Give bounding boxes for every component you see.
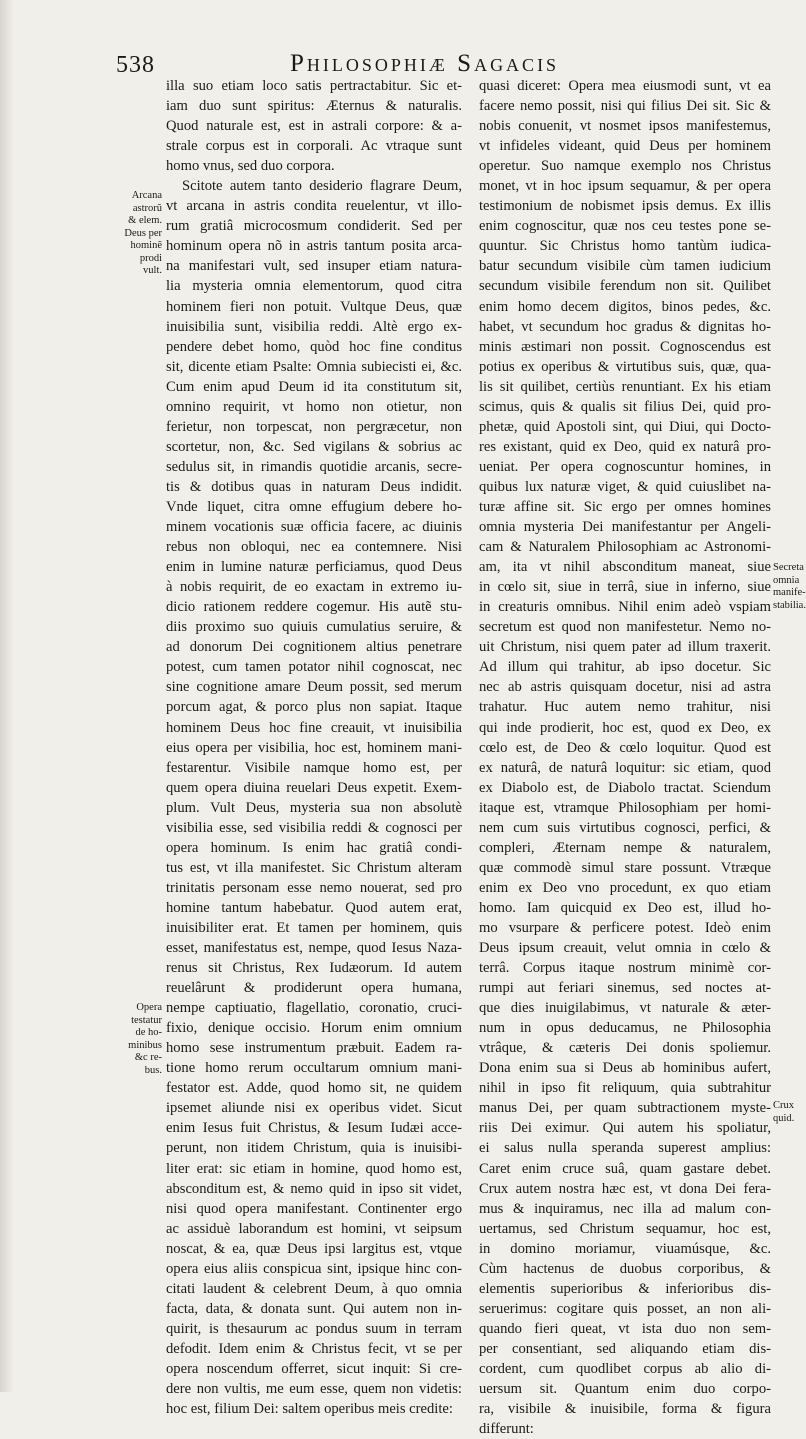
text-line: Deus ipsum creauit, velut omnia in cœlo &	[479, 940, 771, 957]
text-line: sit, dicente etiam Psalte: Omnia subiecisti ei, &c.	[166, 358, 462, 375]
text-line: trinitatis personam esse nemo nouerat, sed pro	[166, 879, 462, 896]
text-line: Cum enim apud Deum id ita constitutum sit,	[166, 378, 462, 395]
text-line: riis Dei eximur. Qui autem his spoliatur,	[479, 1120, 771, 1137]
text-line: quando fieri queat, vt ista duo non sem-	[479, 1320, 771, 1337]
text-line: pendere debet homo, quòd hoc fine conditus	[166, 338, 462, 355]
text-line: plum. Vult Deus, mysteria sua non absolutè	[166, 799, 462, 816]
text-line: nem cum suis virtutibus cognosci, perfici, &	[479, 819, 771, 836]
text-line: quibus lux naturæ viget, & quid cuiuslibet na-	[479, 478, 771, 495]
text-line: sine cognitione amare Deum possit, sed merum	[166, 679, 462, 696]
text-line: phetæ, quid Apostoli sint, qui Diui, qui Docto-	[479, 418, 771, 435]
text-line: homo sese instrumentum præbuit. Eadem ra-	[166, 1040, 462, 1057]
text-line: cam & Naturalem Philosophiam ac Astronomi-	[479, 539, 771, 556]
text-line: uit Christum, nisi quem pater ad illum traxerit.	[479, 639, 771, 656]
text-line: nisi quod opera manifestant. Continenter ergo	[166, 1200, 462, 1217]
text-line: nec ab astris quisquam docetur, nisi ad astra	[479, 679, 771, 696]
text-line: opera hominum. Is enim hac gratiâ condi-	[166, 839, 462, 856]
text-line: testimonium de nobismet ipsis demus. Ex illis	[479, 198, 771, 215]
margin-note-line: bus.	[144, 1064, 162, 1076]
margin-note-line: omnia	[773, 574, 800, 586]
text-line: renus sit Christus, Rex Iudæorum. Id autem	[166, 960, 462, 977]
margin-note-line: prodi	[139, 252, 162, 264]
text-line: liter erat: sic etiam in homine, quod homo est,	[166, 1160, 462, 1177]
text-line: terrâ. Corpus itaque nostrum minimè cor-	[479, 960, 771, 977]
text-line: homine tantum habebatur. Quod autem erat,	[166, 899, 462, 916]
page-gutter-shadow	[0, 0, 14, 1392]
text-line: homo vnus, sed duo corpora.	[166, 158, 335, 175]
margin-note-arcana	[106, 190, 162, 278]
text-line: rebus non obloqui, nec ea contemnere. Nisi	[166, 539, 462, 556]
text-line: iam duo sunt spiritus: Æternus & naturalis.	[166, 98, 462, 115]
text-line: inuisibiliter erat. Et tamen per hominem, quis	[166, 919, 462, 936]
text-line: batur secundum visibile cùm tamen iudicium	[479, 258, 771, 275]
text-line: reuelârunt & prodiderunt opera humana,	[166, 980, 462, 997]
margin-note-line: & elem.	[128, 215, 162, 226]
text-line: elementis superioribus & inferioribus dis-	[479, 1280, 771, 1297]
text-line: in creaturis omnibus. Nihil enim adeò vspiam	[479, 599, 771, 616]
text-line: diis proximo suo quiuis cumulatius seruire, &	[166, 619, 462, 636]
margin-note-line: minibus	[128, 1039, 162, 1051]
text-line: potius ex operibus & virtutibus suis, quæ, qua-	[479, 358, 771, 375]
text-line: perunt, non itidem Christum, quia is inuisibi-	[166, 1140, 462, 1157]
text-line: habet, vt secundum hoc gradus & dignitas ho-	[479, 318, 771, 335]
text-line: Cùm hactenus de duobus corporibus, &	[479, 1260, 771, 1277]
text-line: ex Diabolo est, de Diabolo tractat. Sciendum	[479, 779, 771, 796]
text-line: festator est. Adde, quod homo sit, ne quidem	[166, 1080, 462, 1097]
text-line: citati laudent & celebrent Deum, à quo omnia	[166, 1280, 462, 1297]
text-line: differunt:	[479, 1421, 534, 1438]
text-line: enim in lumine naturæ perficiamus, quod Deus	[166, 559, 462, 576]
text-line: visibilia esse, sed visibilia reddi & cognosci per	[166, 819, 462, 836]
text-line: itaque est, vtramque Philosophiam per homi-	[479, 799, 771, 816]
text-line: in cœlo sit, siue in terrâ, siue in inferno, siue	[479, 579, 771, 596]
text-line: lia mysteria omnia elementorum, quod citra	[166, 278, 462, 295]
text-line: minis æstimari non possit. Cognoscendus est	[479, 338, 771, 355]
text-line: Caret enim cruce suâ, quam gastare debet.	[479, 1160, 771, 1177]
text-line: hominem Deus hoc fine creauit, vt inuisibilia	[166, 719, 462, 736]
text-line: hominum opera nõ in astris tantum posita arca-	[166, 238, 462, 255]
margin-note-line: Secreta	[773, 562, 804, 573]
text-line: homo. Iam quicquid ex Deo est, illud ho-	[479, 899, 771, 916]
text-line: Vnde liquet, citra omne effugium debere ho-	[166, 498, 462, 515]
text-line: quuntur. Sic Christus homo tantùm iudica-	[479, 238, 771, 255]
text-line: ad donorum Dei cognitionem altius penetrare	[166, 639, 462, 656]
margin-note-line: vult.	[143, 265, 162, 276]
text-line: ferietur, non torpescat, non pergræcetur, non	[166, 418, 462, 435]
margin-note-opera	[106, 1002, 162, 1077]
text-line: defodit. Idem enim & Christus fecit, vt se per	[166, 1340, 462, 1357]
margin-note-line: &c re-	[134, 1052, 162, 1063]
text-line: vt arcana in astris condita reuelentur, vt illo-	[166, 198, 462, 215]
text-line: seruerimus: cogitare quis posset, an non ali-	[479, 1300, 771, 1317]
text-line: absconditum est, & nemo quid in ipso sit videt,	[166, 1180, 462, 1197]
text-line: num in opus deducamus, ne Philosophia	[479, 1020, 771, 1037]
text-line: nihil in ipso fit reliquum, quia subtrahitur	[479, 1080, 771, 1097]
margin-note-line: quid.	[773, 1112, 795, 1124]
margin-note-line: de ho-	[135, 1027, 162, 1038]
text-line: per consentiant, sed aliquando etiam dis-	[479, 1340, 771, 1357]
text-line: hominem fieri non potuit. Vultque Deus, quæ	[166, 298, 462, 315]
text-line: rumpi aut feriari sinemus, sed noctes at-	[479, 980, 771, 997]
text-line: festarentur. Visibile namque homo est, per	[166, 759, 462, 776]
text-line: res existant, quid ex Deo, quid ex naturâ pro-	[479, 438, 771, 455]
text-line: omnino requirit, vt homo non otietur, non	[166, 398, 462, 415]
text-line: quasi diceret: Opera mea eiusmodi sunt, vt ea	[479, 78, 771, 94]
text-line: cœlo est, de Deo & cœlo loquitur. Quod est	[479, 739, 771, 756]
text-line: na manifestari vult, sed insuper etiam natura-	[166, 258, 462, 275]
text-line: potest, cum tamen potator nihil cognoscat, nec	[166, 659, 462, 676]
running-title: Philosophiæ Sagacis	[290, 50, 560, 77]
right-text-column	[479, 76, 771, 1439]
text-line: enim ex Deo vno procedunt, ex quo etiam	[479, 879, 771, 896]
text-line: uersum sit. Quantum enim duo corpo-	[479, 1381, 771, 1398]
margin-note-secreta	[773, 562, 806, 612]
text-line: turæ affine sit. Sic ergo per omnes homines	[479, 498, 771, 515]
text-line: operetur. Suo namque exemplo nos Christus	[479, 158, 771, 175]
text-line: uertamus, sed Christum sequamur, hoc est,	[479, 1220, 771, 1237]
text-line: enim homo decem digitos, binos pedes, &c.	[479, 298, 771, 315]
text-line: Dona enim sua si Deus ab hominibus aufert,	[479, 1060, 771, 1077]
text-line: enim Iesus fuit Christus, & Iesum Iudæi acce-	[166, 1120, 462, 1137]
page-number: 538	[116, 52, 155, 78]
text-line: illa suo etiam loco satis pertractabitur. Sic et-	[166, 78, 462, 94]
text-line: vt infideles videant, quid Deus per hominem	[479, 138, 771, 155]
text-line: scimus, quis & qualis sit filius Dei, quid pro-	[479, 398, 771, 415]
text-line: Scitote autem tanto desiderio flagrare Deum,	[182, 178, 462, 195]
text-line: monet, vt in hoc ipsum sequamur, & per opera	[479, 178, 771, 195]
margin-note-crux	[773, 1100, 799, 1125]
margin-note-line: astrorũ	[132, 202, 162, 214]
margin-note-line: stabilia.	[773, 599, 806, 611]
margin-note-line: manife-	[773, 587, 806, 598]
text-line: ipsemet aliunde nisi ex operibus videt. Sicut	[166, 1100, 462, 1117]
text-line: cordent, cum quodlibet corpus ab alio di-	[479, 1361, 771, 1377]
margin-note-line: Deus per	[124, 227, 162, 239]
text-line: secundum visibile ferendum non sit. Quilibet	[479, 278, 771, 295]
margin-note-line: Crux	[773, 1100, 794, 1111]
text-line: ex naturâ, de naturâ loquitur: sic etiam, quod	[479, 759, 771, 776]
text-line: mus & inquiramus, nec illa ad malum con-	[479, 1200, 771, 1217]
text-line: ra, visibile & inuisibile, forma & figura	[479, 1401, 771, 1418]
text-line: quirit, is thesaurum ac pondus suum in terram	[166, 1320, 462, 1337]
left-text-column	[166, 76, 462, 1419]
text-line: à nobis requirit, de eo exactam in extremo iu-	[166, 579, 462, 596]
text-line: nobis conuenit, vt nosmet ipsos manifestemus,	[479, 118, 771, 135]
text-line: esset, manifestatus est, nempe, quod Iesus Naza-	[166, 940, 462, 957]
text-line: Crux autem nostra hæc est, vt dona Dei fera-	[479, 1180, 771, 1197]
text-line: quem opera diuina reuelari Deus expetit. Exem-	[166, 779, 462, 796]
text-line: qui inde prodierit, hoc est, quod ex Deo, ex	[479, 719, 771, 736]
margin-note-line: Opera	[136, 1002, 162, 1013]
text-line: dere non vultis, me eum esse, quem non videtis:	[166, 1381, 462, 1398]
margin-note-line: Arcana	[131, 190, 162, 201]
text-line: am, ita vt nihil absconditum maneat, siue	[479, 559, 771, 576]
text-line: opera eius aliis conspicua sint, ipsique hinc con-	[166, 1260, 462, 1277]
text-line: ei salus nulla speranda superest amplius:	[479, 1140, 771, 1157]
margin-note-line: testatur	[131, 1014, 162, 1026]
text-line: omnia mysteria Dei manifestantur per Angeli-	[479, 519, 771, 536]
text-line: noscat, & ea, quæ Deus ipsi largitus est, vtque	[166, 1240, 462, 1257]
text-line: Quod naturale est, est in astrali corpore: & a-	[166, 118, 462, 135]
text-line: ac assiduè laborandum est homini, vt seipsum	[166, 1220, 462, 1237]
text-line: eius opera per visibilia, hoc est, hominem mani-	[166, 739, 462, 756]
text-line: minem vocationis suæ officia facere, ac diuinis	[166, 519, 462, 536]
text-line: opera noscendum offerret, sicut inquit: Si cre-	[166, 1361, 462, 1377]
text-line: tus est, vt illa manifestet. Sic Christum alteram	[166, 859, 462, 876]
text-line: inuisibilia sunt, visibilia reddi. Altè ergo ex-	[166, 318, 462, 335]
text-line: rum gratiâ microcosmum condiderit. Sed per	[166, 218, 462, 235]
text-line: quæ commodè simul stare possunt. Vtræque	[479, 859, 771, 876]
text-line: trahatur. Huc autem nemo trahitur, nisi	[479, 699, 771, 716]
text-line: strale corpus est in corporali. Ac vtraque sunt	[166, 138, 462, 155]
text-line: tione homo rerum occultarum omnium mani-	[166, 1060, 462, 1077]
text-line: vtrâque, & cæteris Dei donis spoliemur.	[479, 1040, 771, 1057]
text-line: hoc est, filium Dei: saltem operibus meis credite:	[166, 1401, 453, 1418]
text-line: in domino moriamur, viuamúsque, &c.	[479, 1240, 771, 1257]
text-line: sedulus sit, in rimandis quotidie arcanis, secre-	[166, 458, 462, 475]
text-line: scortetur, non, &c. Sed vigilans & sobrius ac	[166, 438, 462, 455]
text-line: Ad illum qui trahitur, ab ipso docetur. Sic	[479, 659, 771, 676]
text-line: dicio rationem reddere cogemur. His autẽ stu-	[166, 599, 462, 616]
text-line: nempe captiuatio, flagellatio, coronatio, cruci-	[166, 1000, 462, 1017]
text-line: manus Dei, per quam subtractionem myste-	[479, 1100, 771, 1117]
text-line: que dies inuigilabimus, vt naturale & æter-	[479, 1000, 771, 1017]
text-line: tis & dotibus quas in naturam Deus indidit.	[166, 478, 462, 495]
text-line: lis sit quilibet, certiùs renuntiant. Ex his etiam	[479, 378, 771, 395]
text-line: enim cognoscitur, quæ nos ceu testes pone se-	[479, 218, 771, 235]
text-line: secretum est quod non manifestetur. Nemo no-	[479, 619, 771, 636]
margin-note-line: hominẽ	[130, 240, 162, 251]
text-line: facere nemo possit, nisi qui filius Dei sit. Sic &	[479, 98, 771, 115]
text-line: compleri, Æternam nempe & naturalem,	[479, 839, 771, 856]
text-line: mo vsurpare & perficere potest. Ideò enim	[479, 919, 771, 936]
text-line: ueniat. Per opera cognoscuntur homines, in	[479, 458, 771, 475]
text-line: porcum agat, & porco plus non sapiat. Itaque	[166, 699, 462, 716]
text-line: fixio, denique occisio. Horum enim omnium	[166, 1020, 462, 1037]
text-line: facta, data, & donata sunt. Qui autem non in-	[166, 1300, 462, 1317]
